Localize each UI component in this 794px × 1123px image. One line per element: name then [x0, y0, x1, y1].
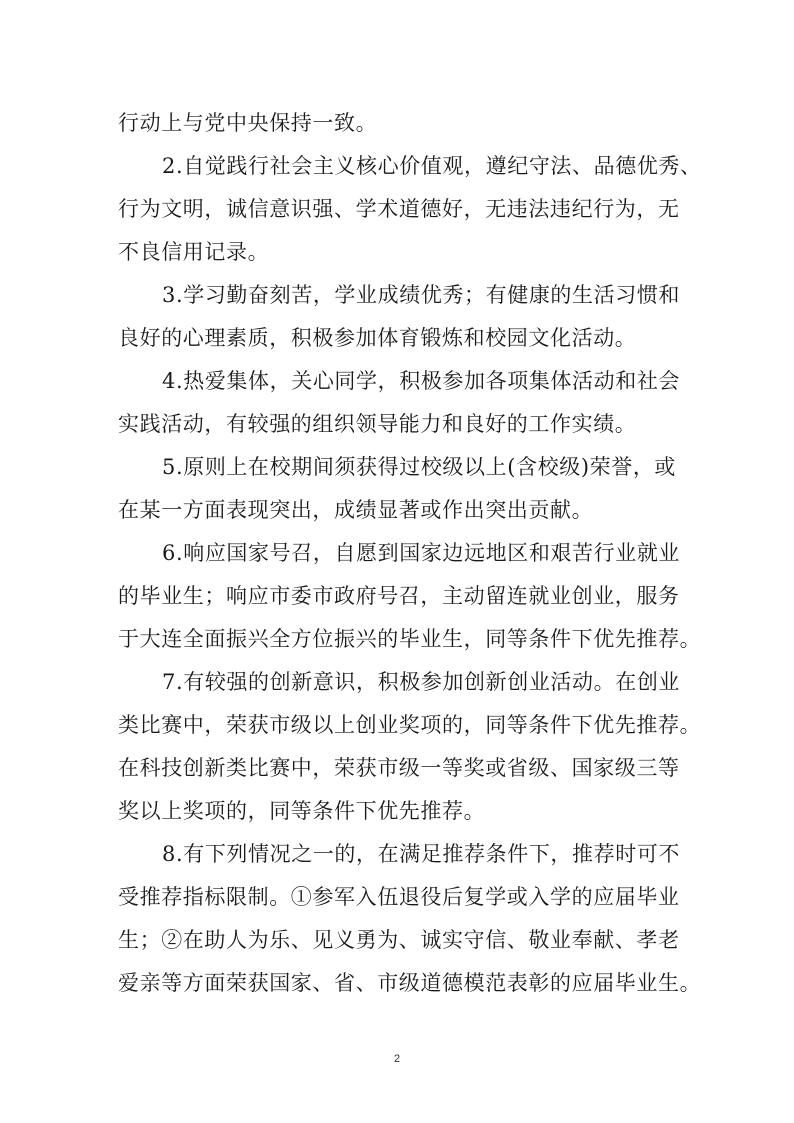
text-line: 行动上与党中央保持一致。: [118, 111, 378, 135]
text-line: 奖以上奖项的，同等条件下优先推荐。: [118, 799, 486, 823]
paragraph-2-line: 2.自觉践行社会主义核心价值观，遵纪守法、品德优秀、: [162, 154, 702, 178]
paragraph-4-line: 4.热爱集体，关心同学，积极参加各项集体活动和社会: [162, 369, 681, 393]
paragraph-8-line: 8.有下列情况之一的，在满足推荐条件下，推荐时可不: [162, 842, 681, 866]
text-line: 行为文明，诚信意识强、学术道德好，无违法违纪行为，无: [118, 197, 680, 221]
text-line: 在某一方面表现突出，成绩显著或作出突出贡献。: [118, 498, 594, 522]
paragraph-6-line: 6.响应国家号召，自愿到国家边远地区和艰苦行业就业: [162, 541, 681, 565]
text-line: 不良信用记录。: [118, 240, 270, 264]
text-line: 类比赛中，荣获市级以上创业奖项的，同等条件下优先推荐。: [118, 713, 702, 737]
paragraph-5-line: 5.原则上在校期间须获得过校级以上(含校级)荣誉，或: [162, 455, 677, 479]
text-line: 于大连全面振兴全方位振兴的毕业生，同等条件下优先推荐。: [118, 627, 702, 651]
paragraph-7-line: 7.有较强的创新意识，积极参加创新创业活动。在创业: [162, 670, 681, 694]
text-line: 受推荐指标限制。①参军入伍退役后复学或入学的应届毕业: [118, 885, 680, 909]
page-number: 2: [393, 1053, 401, 1065]
text-line: 良好的心理素质，积极参加体育锻炼和校园文化活动。: [118, 326, 637, 350]
text-line: 爱亲等方面荣获国家、省、市级道德模范表彰的应届毕业生。: [118, 971, 702, 995]
text-line: 的毕业生；响应市委市政府号召，主动留连就业创业，服务: [118, 584, 680, 608]
text-line: 实践活动，有较强的组织领导能力和良好的工作实绩。: [118, 412, 637, 436]
text-line: 在科技创新类比赛中，荣获市级一等奖或省级、国家级三等: [118, 756, 680, 780]
paragraph-3-line: 3.学习勤奋刻苦，学业成绩优秀；有健康的生活习惯和: [162, 283, 681, 307]
text-line: 生；②在助人为乐、见义勇为、诚实守信、敬业奉献、孝老: [118, 928, 680, 952]
